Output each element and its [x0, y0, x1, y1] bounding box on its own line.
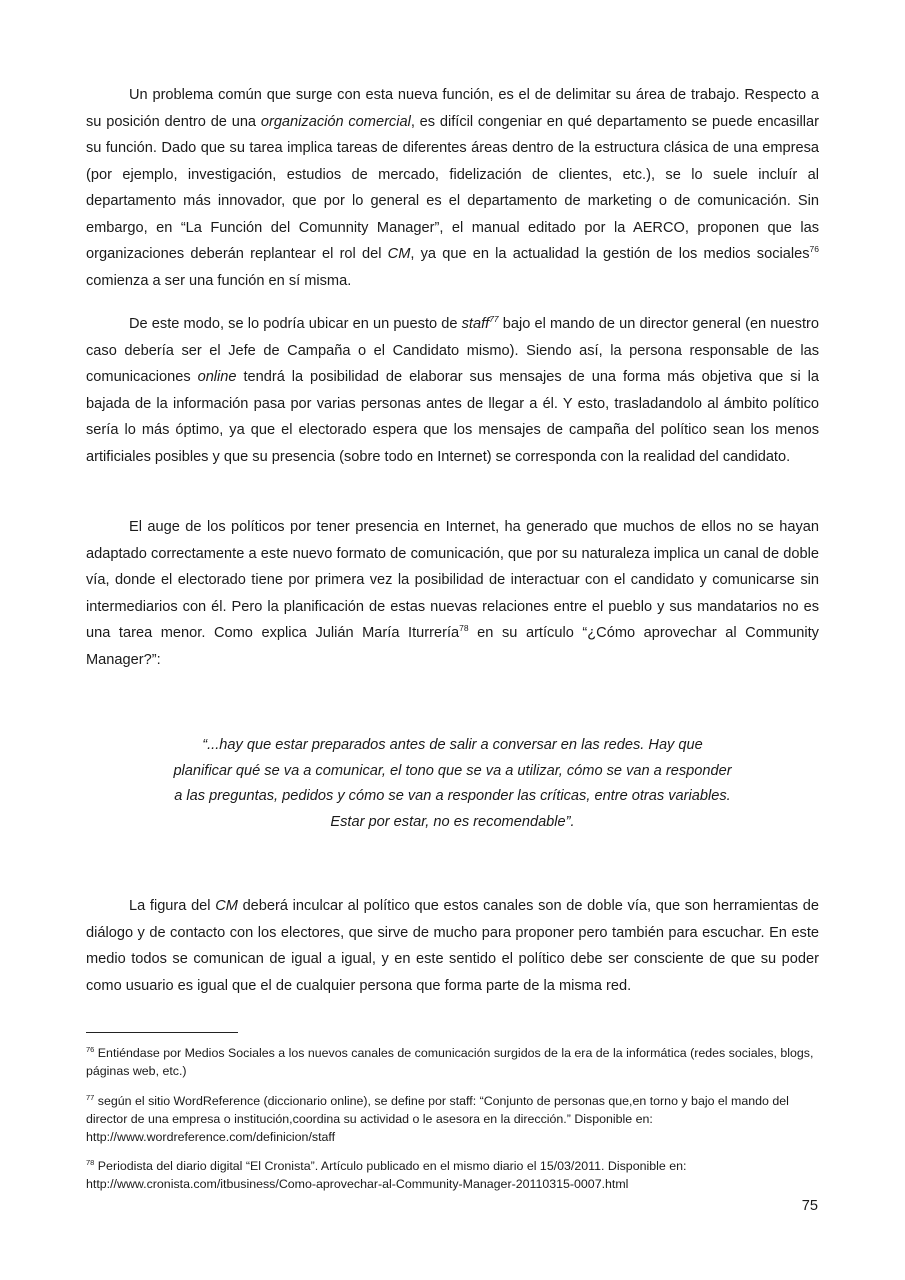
- footnote-78: $^{78}$ Periodista del diario digital “El Cronista”. Artículo publicado en el mismo diario el 15/03/2011. Disponible en: http://www.cronista.com/itbusiness/Como-aprovechar-al-Community-Manager-20110315-0007.html: [86, 1157, 687, 1191]
- footnote-77: $^{77}$ según el sitio WordReference (diccionario online), se define por staff: “Conjunto de personas que,en torno y bajo el mando del director de una empresa o institución,coordina su actividad o le asesora en la dirección.” Disponible en: http://www.wordreference.com/definicion/staff: [86, 1092, 789, 1144]
- footnote-ref-78[interactable]: 78: [459, 623, 469, 634]
- paragraph-2: De este modo, se lo podría ubicar en un puesto de staff$^{77}$ bajo el mando de un director general (en nuestro caso debería ser el Jefe de Campaña o el Candidato mismo). Siendo así, la persona responsable de las comunicaciones online tendrá la posibilidad de elaborar sus mensajes de una forma más objetiva que si la bajada de la información pasa por varias personas antes de llegar a él. Y esto, trasladandolo al ámbito político sería lo más óptimo, ya que el electorado espera que los mensajes de campaña del político sean los menos artificiales posibles y que su presencia (sobre todo en Internet) se corresponda con la realidad del candidato.: [86, 314, 819, 465]
- quote-line: Estar por estar, no es recomendable”.: [330, 813, 575, 830]
- quote-line: a las preguntas, pedidos y cómo se van a responder las críticas, entre otras variables.: [174, 788, 731, 804]
- footnote-number: 78: [86, 1157, 95, 1167]
- footnote-number: 77: [86, 1092, 95, 1102]
- paragraph-1: Un problema común que surge con esta nueva función, es el de delimitar su área de trabajo. Respecto a su posición dentro de una organización comercial, es difícil congeniar en qué departamento se puede encasillar su función. Dado que su tarea implica tareas de diferentes áreas dentro de la estructura clásica de una empresa (por ejemplo, investigación, estudios de mercado, fidelización de clientes, etc.), se lo suele incluír al departamento más innovador, que por lo general es el departamento de marketing o de comunicación. Sin embargo, en “La Función del Comunnity Manager”, el manual editado por la AERCO, proponen que las organizaciones deberán replantear el rol del CM, ya que en la actualidad la gestión de los medios sociales$^{76}$ comienza a ser una función en sí misma.: [86, 87, 819, 289]
- page-number: 75: [801, 1198, 818, 1214]
- emphasis-cm: CM: [215, 898, 238, 914]
- block-quote: [140, 733, 765, 835]
- emphasis-organizacion-comercial: organización comercial: [260, 113, 411, 130]
- footnote-ref-77[interactable]: 77: [489, 314, 499, 325]
- footnote-separator: [86, 1032, 238, 1033]
- quote-line: planificar qué se va a comunicar, el tono que se va a utilizar, cómo se van a responder: [173, 762, 732, 779]
- footnote-76: $^{76}$ Entiéndase por Medios Sociales a los nuevos canales de comunicación surgidos de la era de la informática (redes sociales, blogs, páginas web, etc.): [86, 1044, 814, 1078]
- paragraph-4: La figura del CM deberá inculcar al político que estos canales son de doble vía, que son herramientas de diálogo y de contacto con los electores, que sirve de mucho para proponer pero también para escuchar. En este medio todos se comunican de igual a igual, y en este sentido el político debe ser consciente de que su poder como usuario es igual que el de cualquier persona que forma parte de la misma red.: [86, 898, 819, 994]
- emphasis-online: online: [197, 369, 237, 385]
- footnote-ref-76[interactable]: 76: [809, 244, 819, 255]
- emphasis-cm: CM: [387, 246, 411, 262]
- quote-line: “...hay que estar preparados antes de salir a conversar en las redes. Hay que: [202, 737, 703, 753]
- paragraph-3: El auge de los políticos por tener presencia en Internet, ha generado que muchos de ellos no se hayan adaptado correctamente a este nuevo formato de comunicación, que por su naturaleza implica un canal de doble vía, donde el electorado tiene por primera vez la posibilidad de interactuar con el candidato y comunicarse sin intermediarios con él. Pero la planificación de estas nuevas relaciones entre el pueblo y sus mandatarios no es una tarea menor. Como explica Julián María Iturrería$^{78}$ en su artículo “¿Cómo aprovechar al Community Manager?”:: [86, 519, 819, 668]
- footnote-number: 76: [86, 1044, 95, 1054]
- emphasis-staff: staff: [461, 316, 490, 332]
